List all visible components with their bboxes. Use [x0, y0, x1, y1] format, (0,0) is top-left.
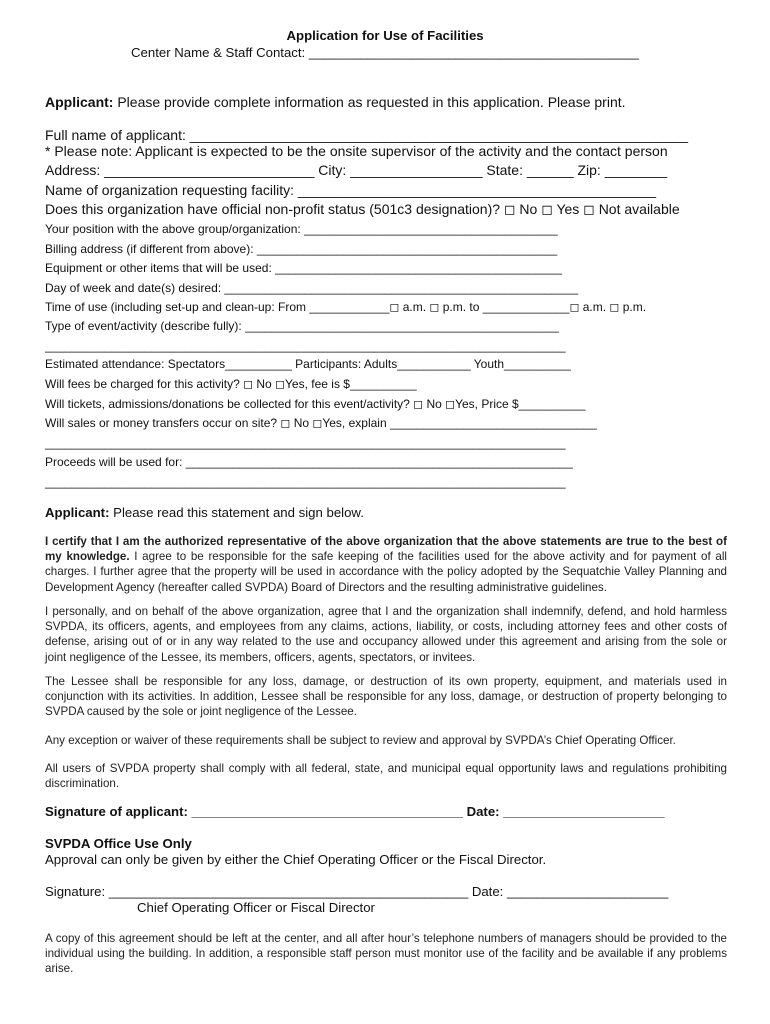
applicant-intro [45, 94, 626, 110]
field-fees[interactable]: Will fees be charged for this activity? ◻ No ◻Yes, fee is $__________ [45, 377, 417, 391]
footer-paragraph: A copy of this agreement should be left at the center, and all after hour’s telephone numbers of managers should be provided to the individual using the building. In addition, a responsible staff person must monitor use of the facility and be available if any problems arise. [45, 932, 727, 976]
certification-text: I agree to be responsible for the safe keeping of the facilities used for the above activity and for payment of all charges. I further agree that the property will be used in accordance with the policy adopted by the Sequatchie Valley Planning and Development Agency (hereafter called SVPDA) Board of Directors and the resulting administrative guidelines. [45, 550, 727, 594]
field-event-type[interactable]: Type of event/activity (describe fully): _______________________________________________ [45, 319, 559, 333]
applicant-intro-label: Applicant: [45, 94, 114, 110]
statement-intro-text: Please read this statement and sign below. [113, 505, 364, 520]
office-signature-line[interactable]: Signature: _________________________________________________ Date: ______________________ [45, 884, 669, 899]
field-proceeds[interactable]: Proceeds will be used for: __________________________________________________________ [45, 455, 573, 469]
field-full-name[interactable]: Full name of applicant: ________________________________________________________________ [45, 127, 689, 143]
field-sales-cont[interactable]: ______________________________________________________________________________ [45, 436, 566, 450]
applicant-intro-text: Please provide complete information as requested in this application. Please print. [117, 94, 626, 110]
statement-intro [45, 505, 364, 520]
field-event-type-cont[interactable]: ______________________________________________________________________________ [45, 339, 566, 353]
field-note: * Please note: Applicant is expected to be the onsite supervisor of the activity and the contact person [45, 143, 668, 159]
equal-opportunity-paragraph: All users of SVPDA property shall comply with all federal, state, and municipal equal opportunity laws and regulations prohibiting discrimination. [45, 762, 727, 791]
field-time-of-use[interactable]: Time of use (including set-up and clean-up: From ____________◻ a.m. ◻ p.m. to _____________◻ a.m. ◻ p.m. [45, 300, 647, 314]
lessee-paragraph: The Lessee shall be responsible for any loss, damage, or destruction of its own property, equipment, and materials used in conjunction with its activities. In addition, Lessee shall be responsible for any loss, damage, or destruction of property belonging to SVPDA caused by the sole or joint negligence of the Lessee. [45, 675, 727, 719]
field-proceeds-cont[interactable]: ______________________________________________________________________________ [45, 475, 566, 489]
exception-paragraph: Any exception or waiver of these requirements shall be subject to review and approval by SVPDA’s Chief Operating Officer. [45, 734, 676, 747]
indemnity-paragraph: I personally, and on behalf of the above organization, agree that I and the organization shall indemnify, defend, and hold harmless SVPDA, its officers, agents, and employees from any claims, actions, liability, or costs, including attorney fees and other costs of defense, arising out of or in any way related to the use and occupancy allowed under this agreement and arising from the sole or joint negligence of the Lessee, its members, officers, agents, spectators, or invitees. [45, 605, 727, 664]
certification-bold: I certify that I am the authorized representative of the above organization that the above statements are true to the best of my knowledge. [45, 535, 727, 564]
field-tickets[interactable]: Will tickets, admissions/donations be collected for this event/activity? ◻ No ◻Yes, Price $__________ [45, 397, 586, 411]
field-billing-address[interactable]: Billing address (if different from above): _____________________________________________ [45, 242, 558, 256]
office-signature-caption: Chief Operating Officer or Fiscal Director [137, 900, 375, 915]
field-day-date[interactable]: Day of week and date(s) desired: _____________________________________________________ [45, 281, 579, 295]
applicant-signature-line[interactable]: Signature of applicant: _____________________________________ Date: ______________________ [45, 804, 665, 819]
office-use-heading: SVPDA Office Use Only [45, 836, 192, 851]
center-contact-line: Center Name & Staff Contact: _____________________________________________ [131, 45, 639, 60]
field-position[interactable]: Your position with the above group/organization: ______________________________________ [45, 222, 558, 236]
field-attendance[interactable]: Estimated attendance: Spectators__________ Participants: Adults___________ Youth__________ [45, 357, 571, 371]
page-title: Application for Use of Facilities [286, 28, 484, 43]
statement-intro-label: Applicant: [45, 505, 110, 520]
field-nonprofit-status[interactable]: Does this organization have official non-profit status (501c3 designation)? ◻ No ◻ Yes ◻ Not available [45, 201, 680, 217]
certification-paragraph [45, 534, 727, 595]
field-address[interactable]: Address: ___________________________ City: _________________ State: ______ Zip: ________ [45, 162, 667, 178]
field-equipment[interactable]: Equipment or other items that will be used: ___________________________________________ [45, 261, 563, 275]
field-organization[interactable]: Name of organization requesting facility: ______________________________________________ [45, 182, 657, 198]
field-sales[interactable]: Will sales or money transfers occur on site? ◻ No ◻Yes, explain _______________________________ [45, 416, 597, 430]
office-approval-text: Approval can only be given by either the Chief Operating Officer or the Fiscal Director. [45, 852, 547, 867]
